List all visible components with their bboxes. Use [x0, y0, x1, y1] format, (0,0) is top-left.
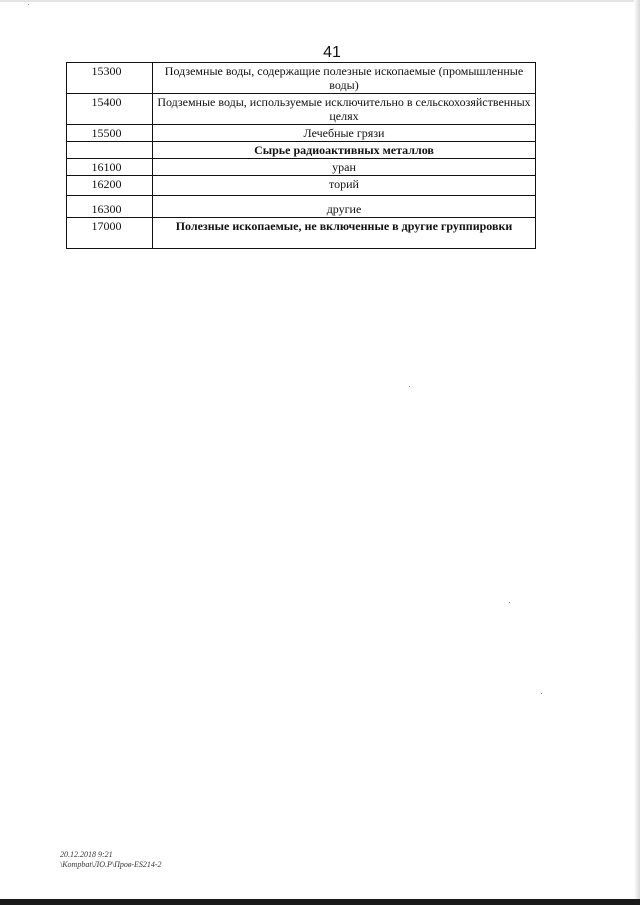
- footer-timestamp: 20.12.2018 9:21: [60, 850, 113, 859]
- scan-edge-bottom: [0, 899, 640, 905]
- code-cell: 15500: [67, 125, 153, 142]
- scan-speck: [409, 386, 410, 387]
- description-cell: уран: [153, 159, 536, 176]
- description-cell: Подземные воды, содержащие полезные ископаемые (промышленные воды): [153, 63, 536, 94]
- table-row: [67, 63, 536, 94]
- code-cell: 16100: [67, 159, 153, 176]
- footer-file-path: \Kompbat\ЛО.Р\Пров-ES214-2: [60, 860, 162, 869]
- code-cell: 16200: [67, 176, 153, 196]
- table-row: [67, 218, 536, 249]
- table-row: [67, 196, 536, 218]
- code-cell: 16300: [67, 196, 153, 218]
- print-footer: [60, 850, 162, 870]
- scan-edge-right: [634, 0, 640, 905]
- code-cell: [67, 142, 153, 159]
- description-cell: Подземные воды, используемые исключительно в сельскохозяйственных целях: [153, 94, 536, 125]
- description-cell: Лечебные грязи: [153, 125, 536, 142]
- page-number: 41: [323, 44, 341, 61]
- scan-speck: [28, 4, 29, 5]
- code-cell: 15400: [67, 94, 153, 125]
- description-cell: Полезные ископаемые, не включенные в другие группировки: [153, 218, 536, 249]
- table-row: [67, 94, 536, 125]
- code-cell: 15300: [67, 63, 153, 94]
- scan-speck: [509, 602, 510, 603]
- table-row: [67, 159, 536, 176]
- description-cell: торий: [153, 176, 536, 196]
- description-cell: Сырье радиоактивных металлов: [153, 142, 536, 159]
- description-cell: другие: [153, 196, 536, 218]
- classification-table: [66, 62, 536, 249]
- code-cell: 17000: [67, 218, 153, 249]
- scan-speck: [541, 693, 542, 694]
- table-row: [67, 125, 536, 142]
- scan-edge-top: [0, 0, 640, 2]
- table-row: [67, 142, 536, 159]
- table-row: [67, 176, 536, 196]
